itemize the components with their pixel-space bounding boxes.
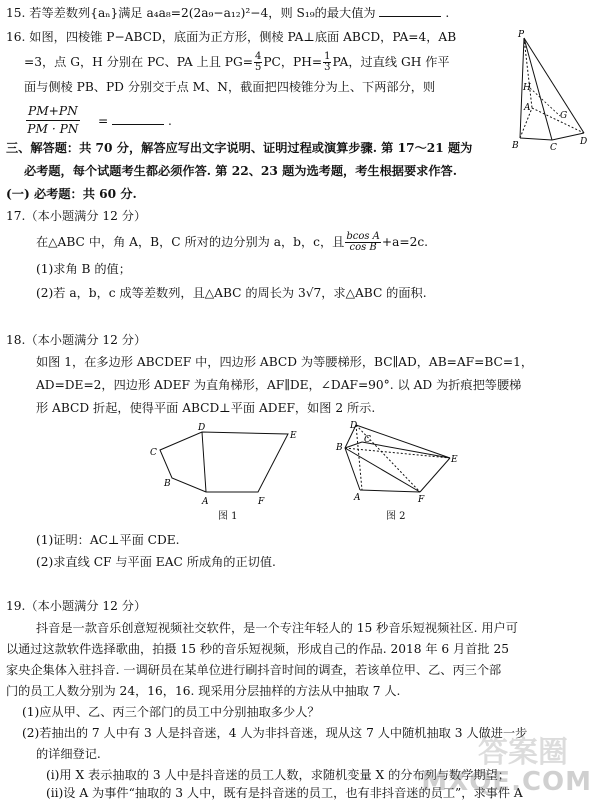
figure-1-polygon [140,420,340,520]
q17-title: 17.（本小题满分 12 分） [6,209,147,223]
figure-2-folded [330,420,460,505]
q19-line-2: 以通过这款软件选择歌曲，拍摄 15 秒的音乐短视频，形成自己的作品. 2018 年 6 月首批 25 [6,642,509,656]
fig1-label-C: C [150,448,157,458]
label-P: P [518,30,525,40]
q17-line-1: 在△ABC 中，角 A，B，C 所对的边分别为 a，b，c，且 $\frac{\text{bcos A}}{\text{cos B}}$ +a=2c. [36,231,429,253]
q16-line-1: 16. 如图，四棱锥 P−ABCD，底面为正方形，侧棱 PA⊥底面 ABCD，PA=4，AB [6,30,457,44]
label-D: D [580,137,588,147]
fig1-label-F: F [258,497,265,507]
q17-part-2: (2)若 a，b，c 成等差数列，且△ABC 的周长为 3√7，求△ABC 的面积. [36,286,427,300]
q19-part-2-cont: 的详细登记. [36,747,101,761]
q18-part-1: (1)证明：AC⊥平面 CDE. [36,533,180,547]
q19-part-2-ii: (ii)设 A 为事件“抽取的 3 人中，既有是抖音迷的员工，也有非抖音迷的员工”，求事件 A [46,786,523,800]
q19-line-1: 抖音是一款音乐创意短视频社交软件，是一个专注年轻人的 15 秒音乐短视频社区. 用户可 [36,621,518,635]
fraction-4-5: $\frac{4}{5}$ [254,51,262,73]
q19-part-2: (2)若抽出的 7 人中有 3 人是抖音迷，4 人为非抖音迷，现从这 7 人中随机抽取 3 人做进一步 [22,726,528,740]
figure-1-caption: 图 1 [218,511,238,522]
q19-line-4: 门的员工人数分别为 24，16，16. 现采用分层抽样的方法从中抽取 7 人. [6,684,401,698]
q18-line-2: AD=DE=2，四边形 ADEF 为直角梯形，AF∥DE，∠DAF=90°. 以 AD 为折痕把等腰梯 [36,378,522,392]
q16-line-2: =3，点 G，H 分别在 PC、PA 上且 PG= $\frac{4}{5}$ PC，PH= $\frac{1}{3}$ PA，过直线 GH 作平 [24,51,450,73]
label-A: A [524,103,531,113]
q19-line-3: 家央企集体入驻抖音. 一调研员在某单位进行刷抖音时间的调查，若该单位甲、乙、丙三个部 [6,663,502,677]
fraction-1-3: $\frac{1}{3}$ [324,51,331,73]
label-G: G [560,111,568,121]
figure-2-caption: 图 2 [386,511,406,522]
fig1-label-A: A [202,497,209,507]
q19-part-1: (1)应从甲、乙、丙三个部门的员工中分别抽取多少人？ [22,705,320,719]
q18-line-3: 形 ABCD 折起，使得平面 ABCD⊥平面 ADEF，如图 2 所示. [36,401,376,415]
q16-expression-fraction: $\frac{PM+PN}{PM \cdot PN}$ [27,104,79,136]
q15-answer-blank[interactable] [379,4,441,17]
fig2-label-C: C [364,435,371,445]
q19-title: 19.（本小题满分 12 分） [6,599,147,613]
section3-line-1: 三、解答题：共 70 分，解答应写出文字说明、证明过程或演算步骤. 第 17～21 题为 [6,141,473,155]
fig2-label-E: E [451,455,458,465]
q18-line-1: 如图 1，在多边形 ABCDEF 中，四边形 ABCD 为等腰梯形，BC∥AD，AB=AF=BC=1， [36,355,534,369]
q16-answer-line: = . [98,114,172,128]
section3-line-2: 必考题，每个试题考生都必须作答. 第 22、23 题为选考题，考生根据要求作答. [24,164,457,178]
q16-line-3: 面与侧棱 PB、PD 分别交于点 M、N，截面把四棱锥分为上、下两部分，则 [24,80,436,94]
fig2-label-A: A [354,493,361,503]
q17-fraction: $\frac{\text{bcos A}}{\text{cos B}}$ [346,231,380,253]
q18-part-2: (2)求直线 CF 与平面 EAC 所成角的正切值. [36,555,276,569]
fig1-label-D: D [198,423,206,433]
fig2-label-D: D [350,421,358,431]
q16-answer-blank[interactable] [112,112,164,125]
q19-part-2-i: (i)用 X 表示抽取的 3 人中是抖音迷的员工人数，求随机变量 X 的分布列与数学期望； [46,768,510,782]
label-H: H [523,83,531,93]
q18-title: 18.（本小题满分 12 分） [6,333,147,347]
q15-line: 15. 若等差数列{aₙ}满足 a₄a₈=2(2a₉−a₁₂)²−4，则 S₁₉的最大值为 . [6,6,450,20]
label-B: B [512,141,519,151]
figure-pyramid [510,28,590,153]
watermark-site: MXQE.COM [421,767,592,797]
fig1-label-B: B [164,479,171,489]
fig1-label-E: E [290,431,297,441]
fig2-label-F: F [418,495,425,505]
q17-part-1: (1)求角 B 的值； [36,262,131,276]
label-C: C [550,143,557,153]
fig2-label-B: B [336,443,343,453]
watermark-logo: 答案圈 [478,735,568,770]
section3-line-3: (一) 必考题：共 60 分. [6,187,137,201]
